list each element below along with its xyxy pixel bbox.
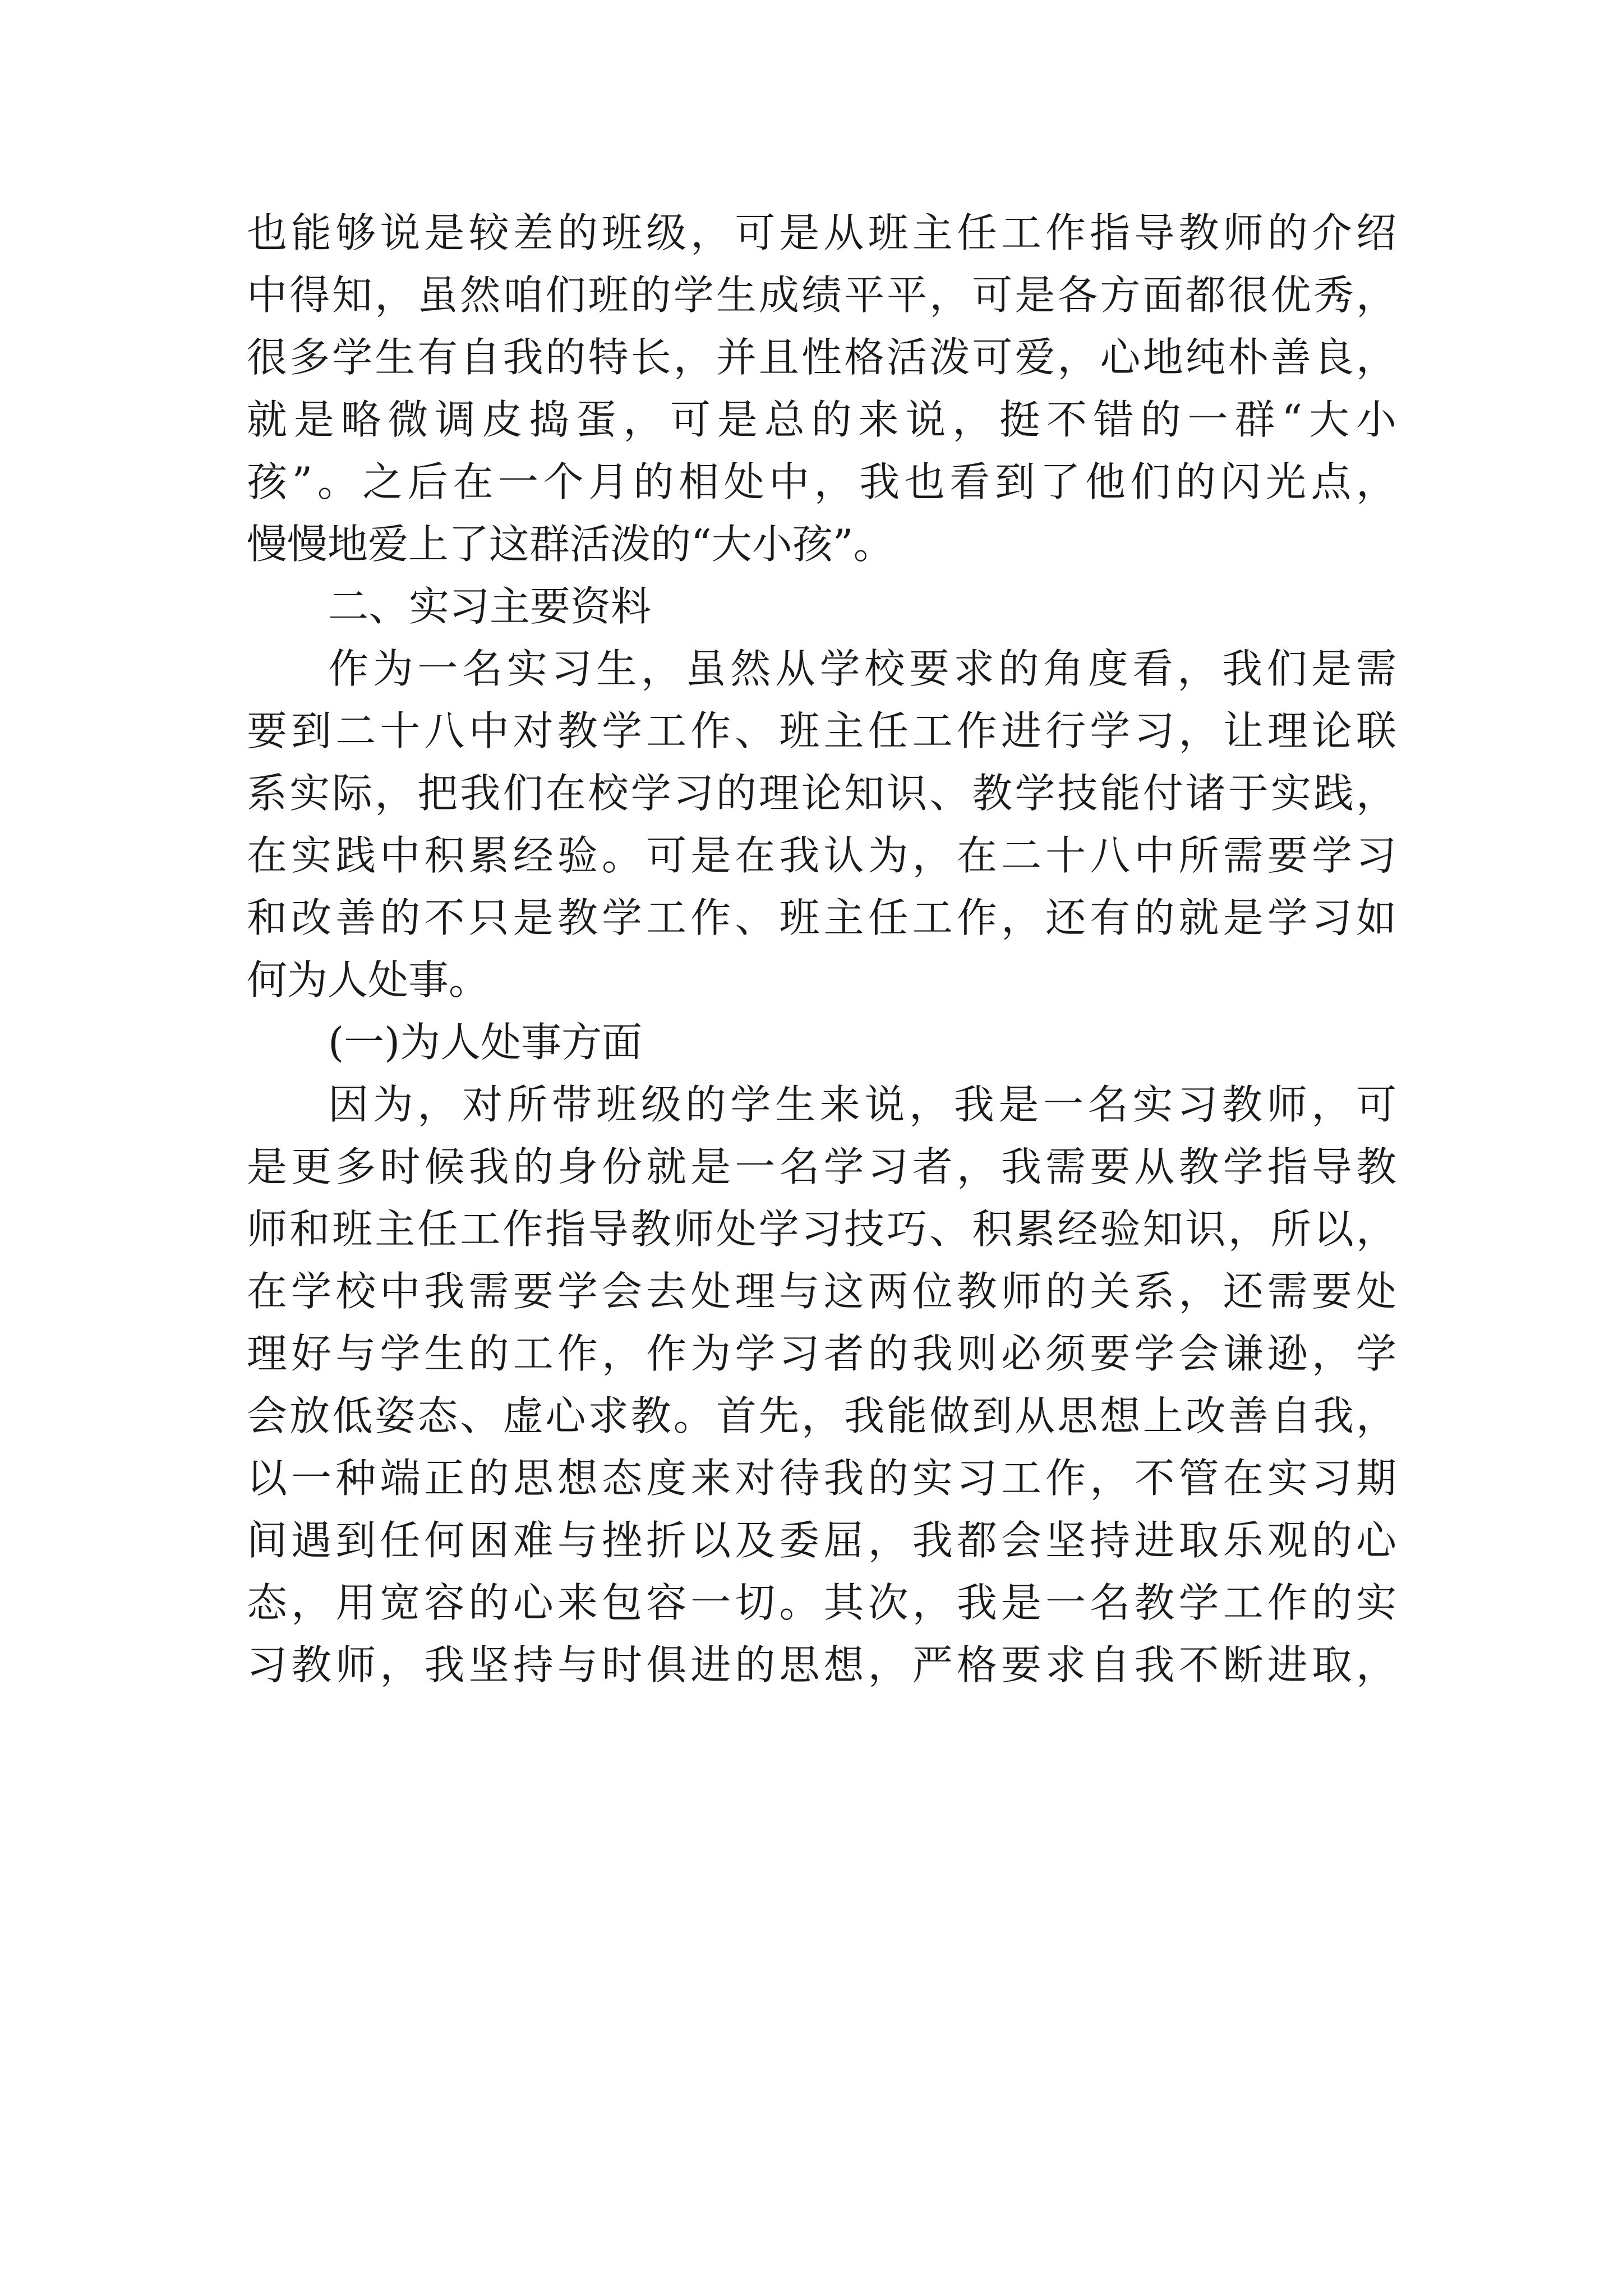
text-line: 态，用宽容的心来包容一切。其次，我是一名教学工作的实	[247, 1579, 1396, 1626]
text-line: 以一种端正的思想态度来对待我的实习工作，不管在实习期	[247, 1455, 1396, 1502]
text-line: 就是略微调皮捣蛋，可是总的来说，挺不错的一群“大小	[247, 396, 1396, 443]
subsection-heading: (一)为人处事方面	[328, 1019, 643, 1066]
text-line: 作为一名实习生，虽然从学校要求的角度看，我们是需	[328, 645, 1396, 692]
text-line: 在实践中积累经验。可是在我认为，在二十八中所需要学习	[247, 832, 1396, 879]
text-line: 习教师，我坚持与时俱进的思想，严格要求自我不断进取，	[247, 1641, 1396, 1688]
text-line: 和改善的不只是教学工作、班主任工作，还有的就是学习如	[247, 894, 1396, 941]
text-line: 系实际，把我们在校学习的理论知识、教学技能付诸于实践，	[247, 770, 1396, 817]
text-line: 也能够说是较差的班级，可是从班主任工作指导教师的介绍	[247, 209, 1396, 256]
text-line: 间遇到任何困难与挫折以及委屈，我都会坚持进取乐观的心	[247, 1517, 1396, 1564]
document-body	[247, 202, 1396, 1696]
text-line: 因为，对所带班级的学生来说，我是一名实习教师，可	[328, 1081, 1396, 1128]
text-line: 是更多时候我的身份就是一名学习者，我需要从教学指导教	[247, 1143, 1396, 1190]
text-line: 会放低姿态、虚心求教。首先，我能做到从思想上改善自我，	[247, 1392, 1396, 1439]
text-line: 孩”。之后在一个月的相处中，我也看到了他们的闪光点，	[247, 458, 1396, 505]
text-line: 何为人处事。	[247, 956, 490, 1004]
text-line: 要到二十八中对教学工作、班主任工作进行学习，让理论联	[247, 707, 1396, 754]
text-line: 中得知，虽然咱们班的学生成绩平平，可是各方面都很优秀，	[247, 272, 1396, 319]
text-line: 慢慢地爱上了这群活泼的“大小孩”。	[247, 521, 894, 568]
text-line: 理好与学生的工作，作为学习者的我则必须要学会谦逊，学	[247, 1330, 1396, 1377]
text-line: 师和班主任工作指导教师处学习技巧、积累经验知识，所以，	[247, 1205, 1396, 1253]
text-line: 在学校中我需要学会去处理与这两位教师的关系，还需要处	[247, 1268, 1396, 1315]
section-heading: 二、实习主要资料	[328, 583, 652, 630]
text-line: 很多学生有自我的特长，并且性格活泼可爱，心地纯朴善良，	[247, 334, 1396, 381]
